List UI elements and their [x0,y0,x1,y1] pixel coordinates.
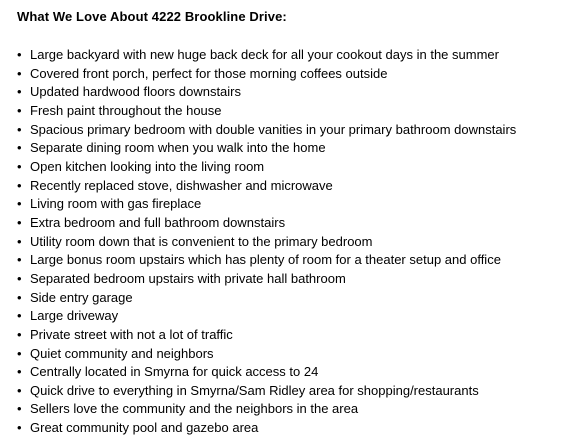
feature-text: Large backyard with new huge back deck for all your cookout days in the summer [30,47,499,62]
list-item [17,83,587,102]
list-item [17,382,587,401]
feature-text: Private street with not a lot of traffic [30,326,233,342]
bullet-icon: • [17,65,22,81]
bullet-icon: • [17,382,22,398]
list-item [17,102,587,121]
list-item [17,307,587,326]
bullet-icon: • [17,308,22,324]
feature-text: Living room with gas fireplace [30,196,202,212]
feature-text: Recently replaced stove, dishwasher and microwave [30,177,333,193]
list-item [17,400,587,419]
feature-text: Separate dining room when you walk into the home [30,140,326,156]
feature-text: Quiet community and neighbors [30,345,214,361]
feature-text: Spacious primary bedroom with double vanities in your primary bathroom downstairs [30,121,517,137]
bullet-icon: • [17,345,22,361]
feature-text: Fresh paint throughout the house [30,102,222,118]
feature-text: Sellers love the community and the neighbors in the area [30,401,359,417]
feature-text: Separated bedroom upstairs with private hall bathroom [30,270,346,286]
bullet-icon: • [17,102,22,118]
list-item [17,195,587,214]
feature-list [17,46,587,438]
bullet-icon: • [17,196,22,212]
feature-text: Open kitchen looking into the living room [30,158,265,174]
document-title: What We Love About 4222 Brookline Drive: [17,9,287,24]
list-item [17,419,587,438]
feature-text: Extra bedroom and full bathroom downstairs [30,214,286,230]
list-item [17,121,587,140]
bullet-icon: • [17,158,22,174]
feature-text: Quick drive to everything in Smyrna/Sam Ridley area for shopping/restaurants [30,382,479,398]
list-item [17,233,587,252]
list-item [17,158,587,177]
bullet-icon: • [17,84,22,100]
bullet-icon: • [17,47,22,62]
bullet-icon: • [17,121,22,137]
feature-text: Large bonus room upstairs which has plenty of room for a theater setup and office [30,252,501,268]
feature-text: Great community pool and gazebo area [30,420,259,436]
feature-text: Centrally located in Smyrna for quick access to 24 [30,364,319,380]
list-item [17,214,587,233]
bullet-icon: • [17,177,22,193]
bullet-icon: • [17,364,22,380]
feature-text: Covered front porch, perfect for those morning coffees outside [30,65,388,81]
list-item [17,177,587,196]
list-item [17,363,587,382]
list-item [17,251,587,270]
bullet-icon: • [17,401,22,417]
list-item [17,326,587,345]
bullet-icon: • [17,233,22,249]
list-item [17,345,587,364]
bullet-icon: • [17,326,22,342]
list-item [17,289,587,308]
bullet-icon: • [17,140,22,156]
list-item [17,139,587,158]
feature-text: Updated hardwood floors downstairs [30,84,242,100]
feature-text: Side entry garage [30,289,133,305]
bullet-icon: • [17,270,22,286]
feature-text: Utility room down that is convenient to the primary bedroom [30,233,373,249]
bullet-icon: • [17,420,22,436]
feature-text: Large driveway [30,308,119,324]
list-item [17,270,587,289]
bullet-icon: • [17,214,22,230]
bullet-icon: • [17,289,22,305]
bullet-icon: • [17,252,22,268]
list-item [17,65,587,84]
list-item [17,46,587,65]
